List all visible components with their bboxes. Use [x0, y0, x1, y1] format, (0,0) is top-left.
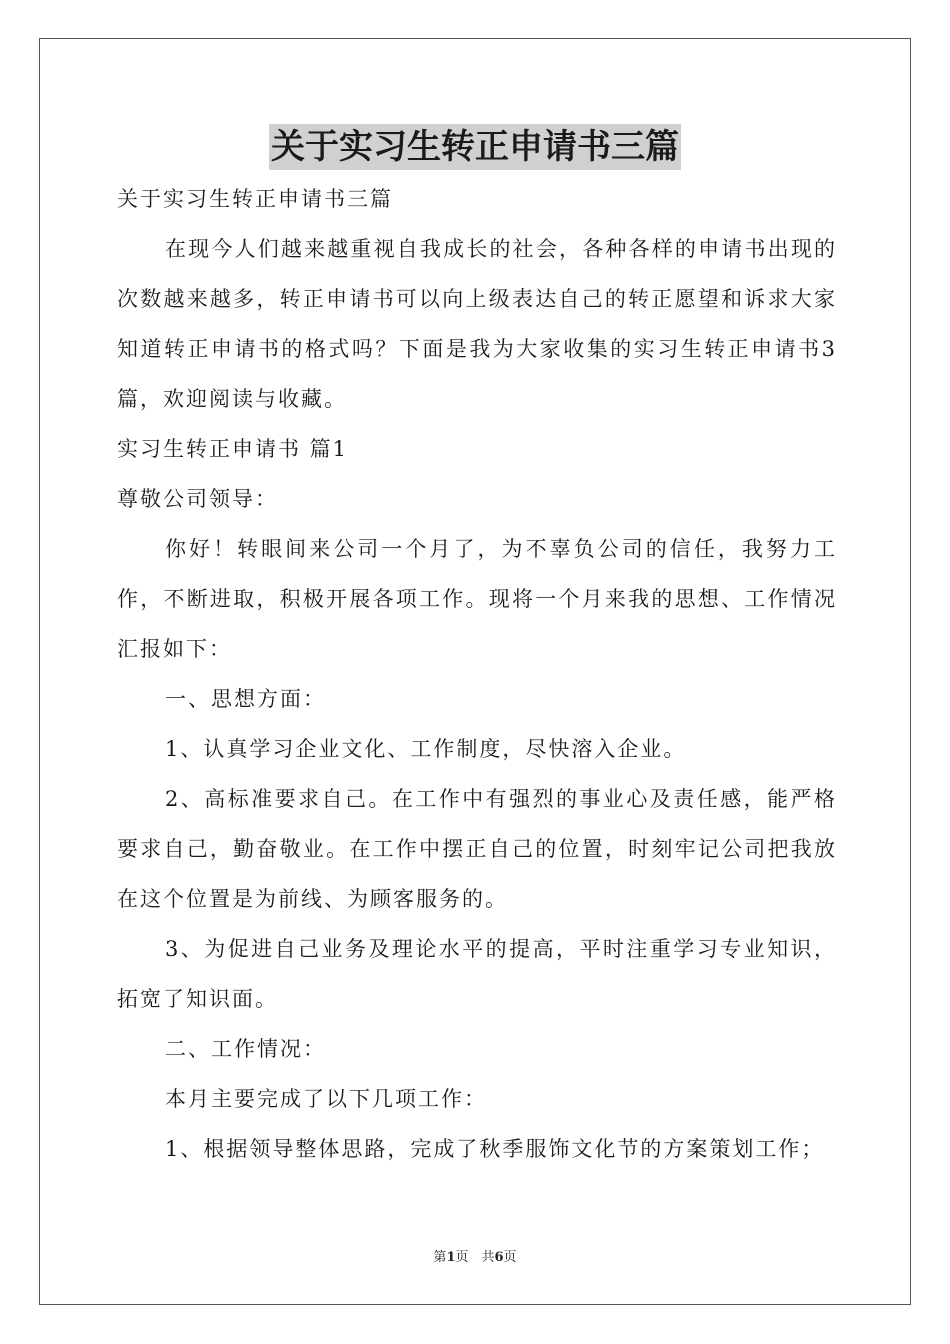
body-paragraph: 1、认真学习企业文化、工作制度，尽快溶入企业。: [165, 737, 687, 761]
body-paragraph: 2、高标准要求自己。在工作中有强烈的事业心及责任感，能严格要求自己，勤奋敬业。在工作中摆正自己的位置，时刻牢记公司把我放在这个位置是为前线、为顾客服务的。: [117, 787, 837, 911]
body-paragraph: 一、思想方面：: [165, 687, 326, 711]
footer-page-prefix: 第: [433, 1250, 447, 1265]
footer-page-total: 6: [494, 1250, 504, 1265]
page-footer: [0, 1246, 950, 1265]
body-paragraph: 在现今人们越来越重视自我成长的社会，各种各样的申请书出现的次数越来越多，转正申请书可以向上级表达自己的转正愿望和诉求大家知道转正申请书的格式吗？下面是我为大家收集的实习生转正申请书3篇，欢迎阅读与收藏。: [117, 237, 837, 411]
body-paragraph: 关于实习生转正申请书三篇: [117, 187, 393, 211]
body-paragraph: 3、为促进自己业务及理论水平的提高，平时注重学习专业知识，拓宽了知识面。: [117, 937, 837, 1011]
footer-page-current: 1: [446, 1250, 456, 1265]
document-title: 关于实习生转正申请书三篇: [269, 124, 681, 170]
footer-page-mid: 页 共: [455, 1250, 495, 1265]
footer-page-suffix: 页: [503, 1250, 517, 1265]
body-paragraph: 1、根据领导整体思路，完成了秋季服饰文化节的方案策划工作；: [165, 1137, 825, 1161]
body-paragraph: 你好！转眼间来公司一个月了，为不辜负公司的信任，我努力工作，不断进取，积极开展各项工作。现将一个月来我的思想、工作情况汇报如下：: [117, 537, 837, 661]
body-paragraph: 本月主要完成了以下几项工作：: [165, 1087, 487, 1111]
body-paragraph: 实习生转正申请书 篇1: [117, 437, 349, 461]
title-container: [0, 124, 950, 170]
body-paragraph: 尊敬公司领导：: [117, 487, 278, 511]
body-paragraph: 二、工作情况：: [165, 1037, 326, 1061]
document-body: [117, 174, 837, 1174]
